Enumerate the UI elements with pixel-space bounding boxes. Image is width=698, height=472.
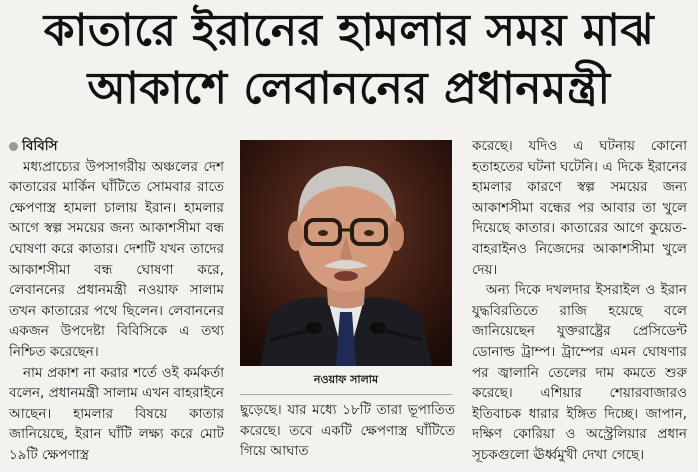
photo-caption: নওয়াফ সালাম [240, 371, 452, 395]
byline [9, 136, 224, 157]
column-3-paragraph-2: অন্য দিকে দখলদার ইসরাইল ও ইরান যুদ্ধবিরতিতে রাজি হয়েছে বলে জানিয়েছেন যুক্তরাষ্ট্রের প্রেসিডেন্ট ডোনাল্ড ট্রাম্প। ট্রাম্পের এমন ঘোষণার পর জ্বালানি তেলের দাম কমতে শুরু করেছে। এশিয়ার শেয়ারবাজারও ইতিবাচক ধারার ইঙ্গিত দিচ্ছে। জাপান, দক্ষিণ কোরিয়া ও অস্ট্রেলিয়ার প্রধান সূচকগুলো ঊর্ধ্বমুখী দেখা গেছে। [472, 282, 687, 463]
column-1-paragraph-2: নাম প্রকাশ না করার শর্তে ওই কর্মকর্তা বলেন, প্রধানমন্ত্রী সালাম এখন বাহরাইনে আছেন। হামলার বিষয়ে কাতার জানিয়েছে, ইরান ঘাঁটি লক্ষ্য করে মোট ১৯টি ক্ষেপণাস্ত্র [9, 364, 224, 463]
column-3-paragraph-1: করেছে। যদিও এ ঘটনায় কোনো হতাহতের ঘটনা ঘটেনি। এ দিকে ইরানের হামলার কারণে স্বল্প সময়ের জন্য আকাশসীমা বন্ধের পর আবার তা খুলে দিয়েছে কাতার। কাতারের আগে কুয়েত-বাহরাইনও নিজেদের আকাশসীমা খুলে দেয়। [472, 138, 687, 278]
headline [0, 2, 698, 118]
column-2 [240, 400, 455, 462]
byline-text: বিবিসি [22, 138, 58, 154]
headline-line-1: কাতারে ইরানের হামলার সময় মাঝ [43, 5, 655, 56]
column-2-paragraph-1: ছুড়েছে। যার মধ্যে ১৮টি তারা ভূপাতিত করেছে। তবে একটি ক্ষেপণাস্ত্র ঘাঁটিতে গিয়ে আঘাত [240, 402, 455, 460]
portrait-photo [240, 140, 452, 366]
column-1-paragraph-1: মধ্যপ্রাচ্যের উপসাগরীয় অঞ্চলের দেশ কাতারের মার্কিন ঘাঁটিতে সোমবার রাতে ক্ষেপণাস্ত্র হামলা চালায় ইরান। হামলার আগে স্বল্প সময়ের জন্য আকাশসীমা বন্ধ ঘোষণা করে কাতার। দেশটি যখন তাদের আকাশসীমা বন্ধ ঘোষণা করে, লেবাননের প্রধানমন্ত্রী নওয়াফ সালাম তখন কাতারের পথে ছিলেন। লেবাননের একজন উপদেষ্টা বিবিসিকে এ তথ্য নিশ্চিত করেছেন। [9, 158, 224, 360]
bullet-icon [9, 142, 18, 151]
portrait-illustration [240, 140, 452, 366]
headline-line-2: আকাশে লেবাননের প্রধানমন্ত্রী [87, 63, 611, 114]
column-3 [472, 136, 687, 466]
column-1 [9, 136, 224, 466]
